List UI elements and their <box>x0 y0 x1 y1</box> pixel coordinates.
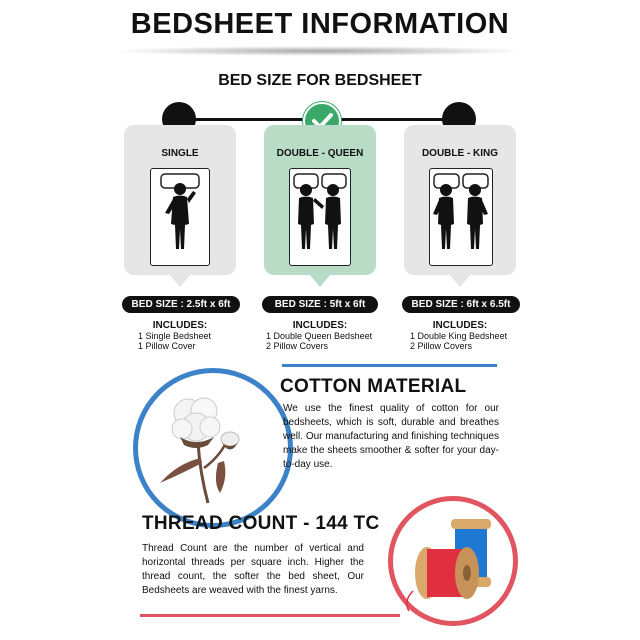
single-includes-list <box>138 331 211 351</box>
cotton-accent-line <box>282 364 497 367</box>
single-bed-icon <box>150 168 210 266</box>
double-king-bed-icon <box>429 168 493 266</box>
double-queen-size-badge: BED SIZE : 5ft x 6ft <box>262 296 378 313</box>
thread-image-frame <box>388 496 518 626</box>
page-title: BEDSHEET INFORMATION <box>130 8 510 40</box>
cotton-plant-icon <box>138 373 288 523</box>
title-underline-shadow <box>110 46 530 56</box>
single-includes-title: INCLUDES: <box>152 320 208 331</box>
section-subtitle: BED SIZE FOR BEDSHEET <box>218 72 422 89</box>
double-king-size-label: DOUBLE - KING <box>421 148 499 159</box>
single-size-label: SINGLE <box>161 148 199 159</box>
double-king-card-pointer <box>449 274 471 287</box>
list-item: 2 Pillow Covers <box>266 341 329 351</box>
list-item: 1 Pillow Cover <box>138 341 196 351</box>
double-king-size-badge: BED SIZE : 6ft x 6.5ft <box>402 296 520 313</box>
double-queen-includes-list <box>266 331 372 351</box>
double-queen-card-pointer <box>309 274 331 287</box>
list-item: 2 Pillow Covers <box>410 341 473 351</box>
thread-count-heading: THREAD COUNT - 144 TC <box>142 513 380 534</box>
cotton-heading: COTTON MATERIAL <box>280 376 467 397</box>
cotton-description: We use the finest quality of cotton for our bedsheets, which is soft, durable and breathes well. Our manufacturing and finishing techniques make the sheets smoother & softer for your day-to-day use. <box>283 403 499 470</box>
double-king-includes-title: INCLUDES: <box>432 320 488 331</box>
single-card-pointer <box>169 274 191 287</box>
single-size-badge: BED SIZE : 2.5ft x 6ft <box>122 296 240 313</box>
list-item: 1 Double King Bedsheet <box>410 331 508 341</box>
cotton-image-frame <box>133 368 293 528</box>
list-item: 1 Single Bedsheet <box>138 331 212 341</box>
double-king-includes-list <box>410 331 507 351</box>
thread-spools-icon <box>393 501 513 621</box>
double-queen-size-label: DOUBLE - QUEEN <box>276 148 364 159</box>
list-item: 1 Double Queen Bedsheet <box>266 331 373 341</box>
thread-accent-line <box>140 614 400 617</box>
double-queen-bed-icon <box>289 168 351 266</box>
double-queen-includes-title: INCLUDES: <box>292 320 348 331</box>
thread-count-description: Thread Count are the number of vertical and horizontal threads per square inch. Higher the thread count, the softer the bed sheet, Our Bedsheets are weaved with the finest yarns. <box>142 543 364 596</box>
